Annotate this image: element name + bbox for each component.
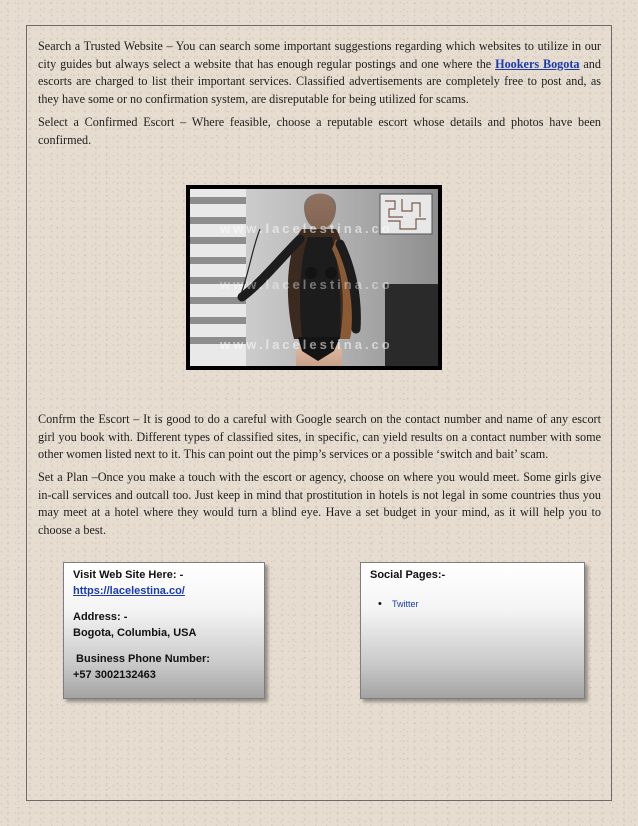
list-item — [378, 598, 584, 610]
paragraph-confirmed-escort: Select a Confirmed Escort – Where feasible, choose a reputable escort whose details and photos have been confirmed. — [38, 115, 601, 147]
spacer — [73, 641, 264, 651]
bullet-icon: • — [378, 598, 382, 610]
phone-label: Business Phone Number: — [73, 653, 210, 665]
website-link[interactable]: https://lacelestina.co/ — [73, 585, 185, 597]
spacer — [73, 599, 264, 609]
phone-value: +57 3002132463 — [73, 669, 156, 681]
twitter-link[interactable]: Twitter — [392, 599, 419, 609]
hookers-bogota-link[interactable]: Hookers Bogota — [495, 56, 580, 71]
watermark-bottom: www.lacelestina.co — [220, 337, 393, 352]
paragraph-text: and escorts are charged to list their important services. Classified advertisements are completely free to post and, as they have some or no confirmation system, are disreputable for being utilized for scams. — [38, 56, 601, 106]
paragraph-set-plan: Set a Plan –Once you make a touch with the escort or agency, choose on where you would meet. Some girls give in-call services and outcall too. Just keep in mind that prostitution in hotels is not legal in some countries thus you may meet at a hotel where they would turn a blind eye. Have a set budget in your mind, as it will help you to choose a best. — [38, 470, 601, 537]
social-pages-box — [360, 562, 585, 699]
social-links-list — [370, 599, 584, 609]
watermark-top: www.lacelestina.co — [220, 221, 393, 236]
address-label: Address: - — [73, 611, 128, 623]
paragraph-confirm-escort: Confrm the Escort – It is good to do a careful with Google search on the contact number and name of any escort girl you book with. Different types of classified sites, in specific, can yield results on a contact number with some other women listed next to it. This can point out the pimp’s services or a possible ‘switch and bait’ scam. — [38, 412, 601, 462]
photo-image — [190, 189, 438, 366]
address-value: Bogota, Columbia, USA — [73, 627, 197, 639]
paragraph-text: Search a Trusted Website – You can search some important suggestions regarding which websites to utilize in our city guides but always select a website that has enough regular postings and one where the — [38, 39, 601, 71]
contact-info-box — [63, 562, 265, 699]
escort-photo — [186, 185, 442, 370]
dark-furniture — [385, 284, 438, 366]
social-pages-title: Social Pages:- — [370, 569, 446, 581]
paragraph-trusted-website — [38, 38, 601, 108]
website-label: Visit Web Site Here: - — [73, 569, 184, 581]
watermark-middle: www.lacelestina.co — [220, 277, 393, 292]
